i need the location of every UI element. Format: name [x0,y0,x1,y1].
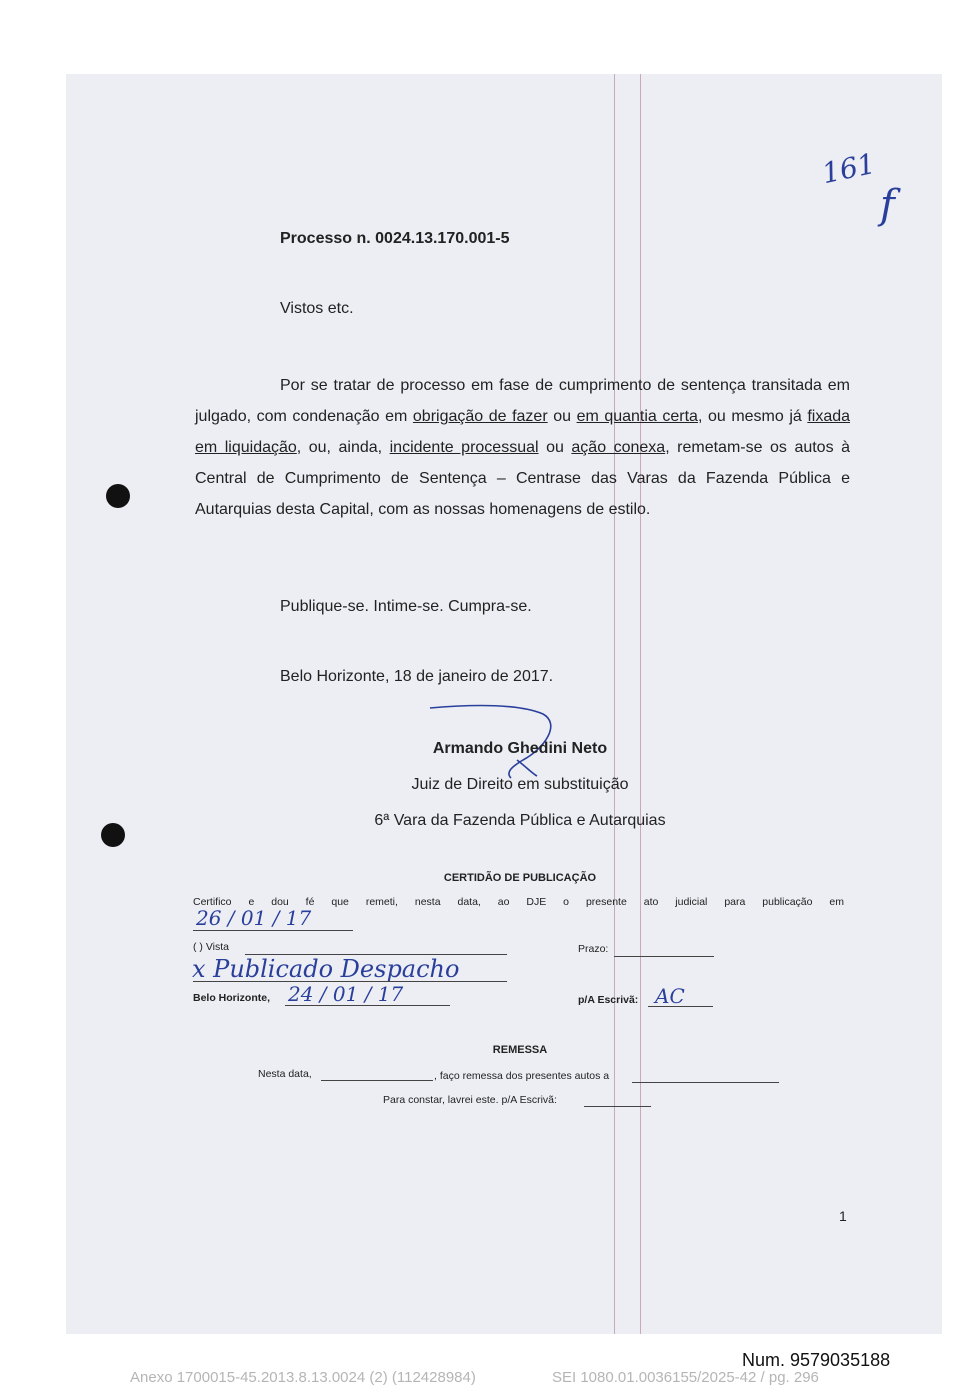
fold-line-right [640,74,641,1334]
escriva-label: p/A Escrivã: [578,994,639,1006]
court-name: 6ª Vara da Fazenda Pública e Autarquias [374,812,666,829]
sei-reference: SEI 1080.01.0036155/2025-42 / pg. 296 [552,1369,819,1386]
remessa-title: REMESSA [492,1044,548,1056]
publish-order-line: Publique-se. Intime-se. Cumpra-se. [280,598,532,615]
certidao-title: CERTIDÃO DE PUBLICAÇÃO [443,872,597,884]
punch-hole-top [106,484,130,508]
handwritten-folio-number: 161 [819,146,879,191]
remessa-escriva-label: Para constar, lavrei este. p/A Escrivã: [383,1094,557,1106]
prazo-label: Prazo: [578,943,609,955]
escriva-line [648,1006,713,1007]
remessa-date-line [321,1080,433,1081]
bh-label: Belo Horizonte, [193,992,271,1004]
process-number-title: Processo n. 0024.13.170.001-5 [280,230,510,247]
page-number: 1 [839,1208,847,1224]
handwritten-escriva-initials: AC [655,984,685,1008]
fold-line-left [614,74,615,1334]
prazo-line [614,956,714,957]
publication-date-line [193,930,353,931]
judge-name: Armando Ghedini Neto [432,740,608,757]
handwritten-publication-note: x Publicado Despacho [192,955,460,983]
judge-role: Juiz de Direito em substituição [411,776,629,793]
decision-paragraph: Por se tratar de processo em fase de cumprimento de sentença transitada em julgado, com condenação em obrigação de fazer ou em quantia certa, ou mesmo já fixada em liquidação, ou, ainda, incidente processual ou ação conexa, remetam-se os autos à Central de Cumprimento de Sentença – Centrase das Varas da Fazenda Pública e Autarquias desta Capital, com as nossas homenagens de estilo. [195,377,851,518]
certidao-body: Certifico e dou fé que remeti, nesta data, ao DJE o presente ato judicial para publicação em [193,896,844,908]
remessa-date-label: Nesta data, [258,1068,312,1080]
document-number-stamp: Num. 9579035188 [742,1350,891,1370]
handwritten-bh-date: 24 / 01 / 17 [288,982,404,1006]
handwritten-rubric: f [880,182,895,228]
handwritten-publication-date: 26 / 01 / 17 [196,906,312,930]
remessa-destination-line [632,1082,779,1083]
remessa-escriva-line [584,1106,651,1107]
remessa-destination-label: , faço remessa dos presentes autos a [434,1070,610,1082]
greeting-text: Vistos etc. [280,300,354,317]
bh-date-line [285,1005,450,1006]
annex-reference: Anexo 1700015-45.2013.8.13.0024 (2) (112428984) [130,1369,476,1386]
vista-checkbox-label: ( ) Vista [193,941,229,953]
place-date-line: Belo Horizonte, 18 de janeiro de 2017. [280,668,554,685]
